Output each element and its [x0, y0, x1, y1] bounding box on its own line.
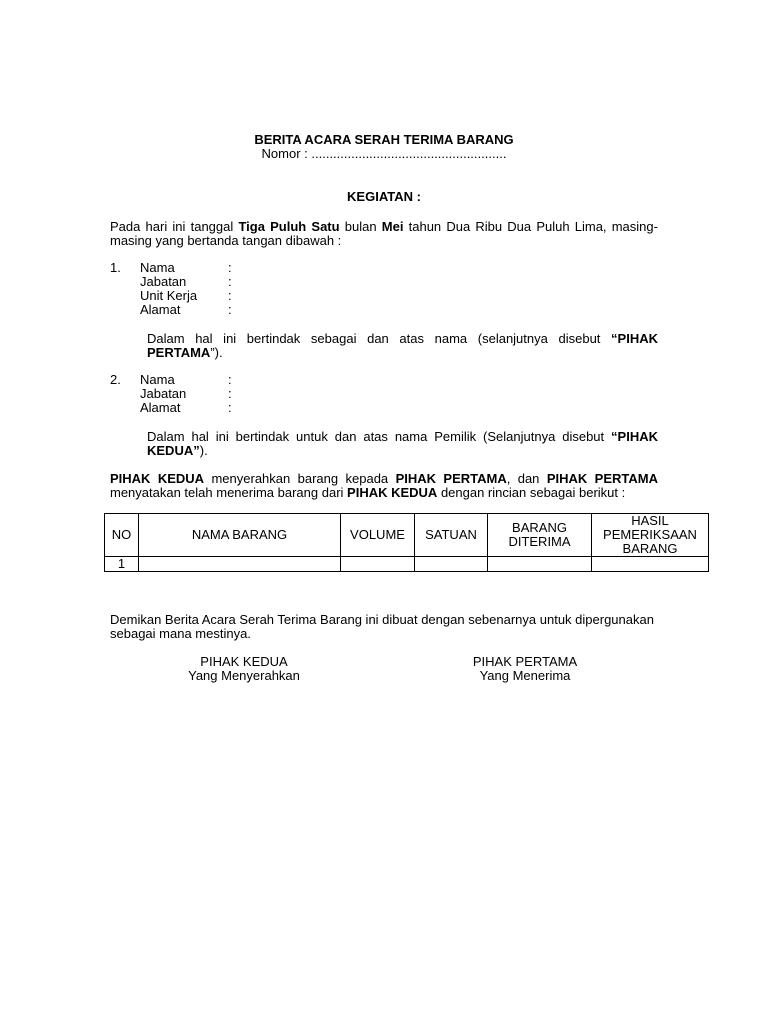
- handover-bold: PIHAK KEDUA: [347, 485, 438, 500]
- header-volume: VOLUME: [341, 514, 415, 557]
- party2-description: [147, 430, 658, 458]
- items-table: [104, 513, 709, 572]
- handover-text: menyatakan telah menerima barang dari: [110, 485, 348, 500]
- handover-text: , dan: [506, 471, 547, 486]
- header-diterima-line: DITERIMA: [508, 534, 571, 549]
- document-number: Nomor : ......................................................: [261, 146, 507, 161]
- header-satuan: SATUAN: [415, 514, 488, 557]
- signature-right-role: Yang Menerima: [479, 668, 571, 683]
- party1-number: 1.: [110, 260, 121, 275]
- intro-date-month: Mei: [381, 219, 404, 234]
- party1-field-unit-kerja: Unit Kerja: [140, 288, 198, 303]
- header-hasil-pemeriksaan: [592, 514, 709, 557]
- table-cell-nama: [139, 557, 341, 572]
- handover-text: dengan rincian sebagai berikut :: [437, 485, 626, 500]
- intro-paragraph: [110, 220, 658, 248]
- party1-desc-end: ”).: [210, 345, 223, 360]
- table-cell-diterima: [488, 557, 592, 572]
- document-title: BERITA ACARA SERAH TERIMA BARANG: [254, 132, 514, 147]
- party1-colon: :: [228, 288, 232, 303]
- table-cell-volume: [341, 557, 415, 572]
- party2-colon: :: [228, 400, 232, 415]
- intro-text-3: tahun Dua Ribu Dua Puluh Lima, masing-masing yang bertanda tangan dibawah :: [110, 219, 658, 248]
- handover-bold: PIHAK PERTAMA: [395, 471, 507, 486]
- party1-colon: :: [228, 260, 232, 275]
- header-diterima-line: BARANG: [512, 520, 567, 535]
- party2-desc-text: Dalam hal ini bertindak untuk dan atas nama Pemilik (Selanjutnya disebut: [147, 429, 612, 444]
- party1-desc-bold: “PIHAK PERTAMA: [147, 331, 658, 360]
- signature-right-title: PIHAK PERTAMA: [472, 654, 578, 669]
- header-hasil-line: PEMERIKSAAN: [603, 527, 697, 542]
- party2-colon: :: [228, 372, 232, 387]
- intro-date-day: Tiga Puluh Satu: [238, 219, 340, 234]
- handover-bold: PIHAK KEDUA: [110, 471, 205, 486]
- intro-text-1: Pada hari ini tanggal: [110, 219, 239, 234]
- header-hasil-line: HASIL: [631, 513, 669, 528]
- party1-colon: :: [228, 274, 232, 289]
- intro-text-2: bulan: [339, 219, 382, 234]
- party2-desc-bold: “PIHAK KEDUA”: [147, 429, 658, 458]
- party2-number: 2.: [110, 372, 121, 387]
- table-cell-satuan: [415, 557, 488, 572]
- party1-field-nama: Nama: [140, 260, 175, 275]
- header-hasil-line: BARANG: [622, 541, 678, 556]
- party1-field-jabatan: Jabatan: [140, 274, 187, 289]
- header-nama-barang: NAMA BARANG: [139, 514, 341, 557]
- signature-left-role: Yang Menyerahkan: [188, 668, 300, 683]
- handover-text: menyerahkan barang kepada: [204, 471, 396, 486]
- party1-description: [147, 332, 658, 360]
- party1-colon: :: [228, 302, 232, 317]
- handover-paragraph: [110, 472, 658, 500]
- party2-field-nama: Nama: [140, 372, 175, 387]
- party2-field-alamat: Alamat: [140, 400, 181, 415]
- table-header-row: [105, 514, 709, 557]
- party2-field-jabatan: Jabatan: [140, 386, 187, 401]
- header-no: NO: [105, 514, 139, 557]
- closing-paragraph: Demikan Berita Acara Serah Terima Barang ini dibuat dengan sebenarnya untuk dipergunakan sebagai mana mestinya.: [110, 612, 654, 641]
- kegiatan-heading: KEGIATAN :: [347, 189, 421, 204]
- handover-bold: PIHAK PERTAMA: [546, 471, 658, 486]
- signature-left-title: PIHAK KEDUA: [200, 654, 288, 669]
- party2-desc-end: ).: [199, 443, 208, 458]
- party1-desc-text: Dalam hal ini bertindak sebagai dan atas nama (selanjutnya disebut: [147, 331, 612, 346]
- table-row: [105, 557, 709, 572]
- party1-field-alamat: Alamat: [140, 302, 181, 317]
- table-cell-hasil: [592, 557, 709, 572]
- header-barang-diterima: [488, 514, 592, 557]
- table-cell-no: 1: [105, 557, 139, 572]
- party2-colon: :: [228, 386, 232, 401]
